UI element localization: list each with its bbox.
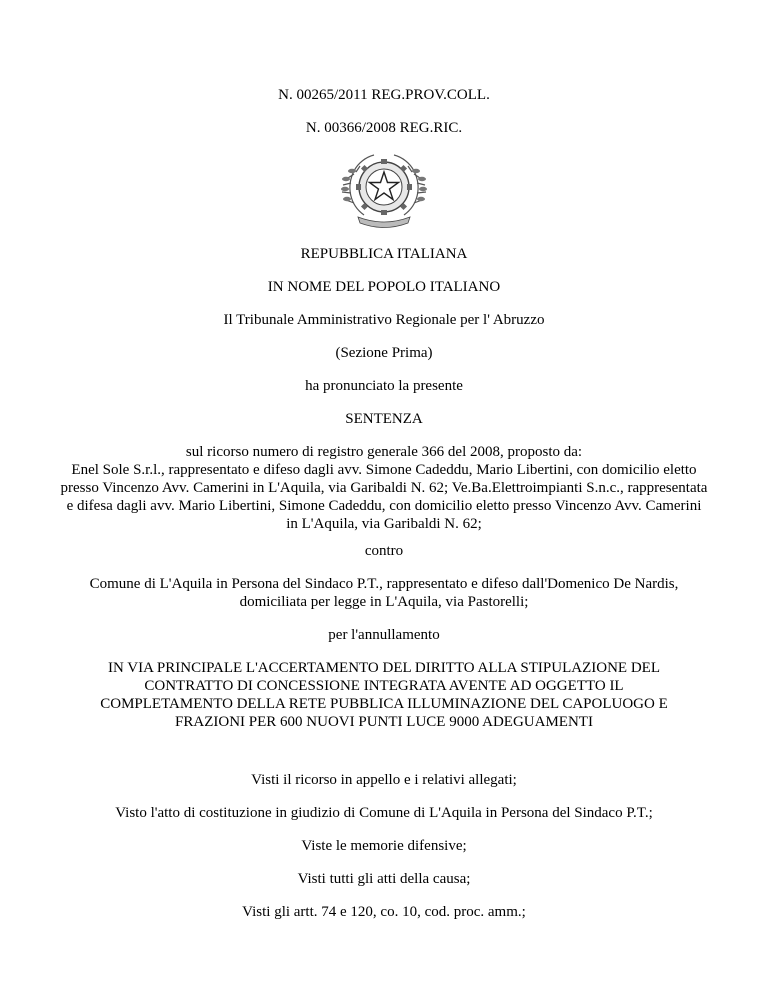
contro-line: contro xyxy=(364,543,404,559)
section-name: (Sezione Prima) xyxy=(335,345,433,361)
visti-artt-line: Visti gli artt. 74 e 120, co. 10, cod. proc. amm.; xyxy=(242,904,526,920)
oggetto-paragraph: IN VIA PRINCIPALE L'ACCERTAMENTO DEL DIRITTO ALLA STIPULAZIONE DEL CONTRATTO DI CONCESSIONE INTEGRATA AVENTE AD OGGETTO IL COMPLETAMENTO DELLA RETE PUBBLICA ILLUMINAZIONE DEL CAPOLUOGO E FRAZIONI PER 600 NUOVI PUNTI LUCE 9000 ADEGUAMENTI xyxy=(100,660,668,730)
annullamento-line: per l'annullamento xyxy=(328,627,440,643)
visto-atto-line: Visto l'atto di costituzione in giudizio di Comune di L'Aquila in Persona del Sindaco P.T.; xyxy=(115,805,653,821)
visti-atti-line: Visti tutti gli atti della causa; xyxy=(297,871,471,887)
comune-paragraph: Comune di L'Aquila in Persona del Sindaco P.T., rappresentato e difeso dall'Domenico De Nardis, domiciliata per legge in L'Aquila, via Pastorelli; xyxy=(89,576,679,610)
reg-ric-number: N. 00366/2008 REG.RIC. xyxy=(305,120,463,136)
in-nome-heading: IN NOME DEL POPOLO ITALIANO xyxy=(267,279,501,295)
reg-prov-number: N. 00265/2011 REG.PROV.COLL. xyxy=(278,87,490,103)
visti-ricorso-line: Visti il ricorso in appello e i relativi allegati; xyxy=(251,772,517,788)
viste-memorie-line: Viste le memorie difensive; xyxy=(301,838,467,854)
pronounced-line: ha pronunciato la presente xyxy=(305,378,463,394)
ricorso-paragraph: sul ricorso numero di registro generale 366 del 2008, proposto da: Enel Sole S.r.l., rappresentato e difeso dagli avv. Simone Cadeddu, Mario Libertini, con domicilio eletto presso Vincenzo Avv. Camerini in L'Aquila, via Garibaldi N. 62; Ve.Ba.Elettroimpianti S.n.c., rappresentata e difesa dagli avv. Mario Libertini, Simone Cadeddu, con domicilio eletto presso Vincenzo Avv. Camerini in L'Aquila, via Garibaldi N. 62; xyxy=(60,444,708,532)
sentenza-heading: SENTENZA xyxy=(345,411,423,427)
court-name: Il Tribunale Amministrativo Regionale per l' Abruzzo xyxy=(223,312,545,328)
italian-republic-emblem-icon xyxy=(336,145,432,229)
republic-heading: REPUBBLICA ITALIANA xyxy=(300,246,468,262)
